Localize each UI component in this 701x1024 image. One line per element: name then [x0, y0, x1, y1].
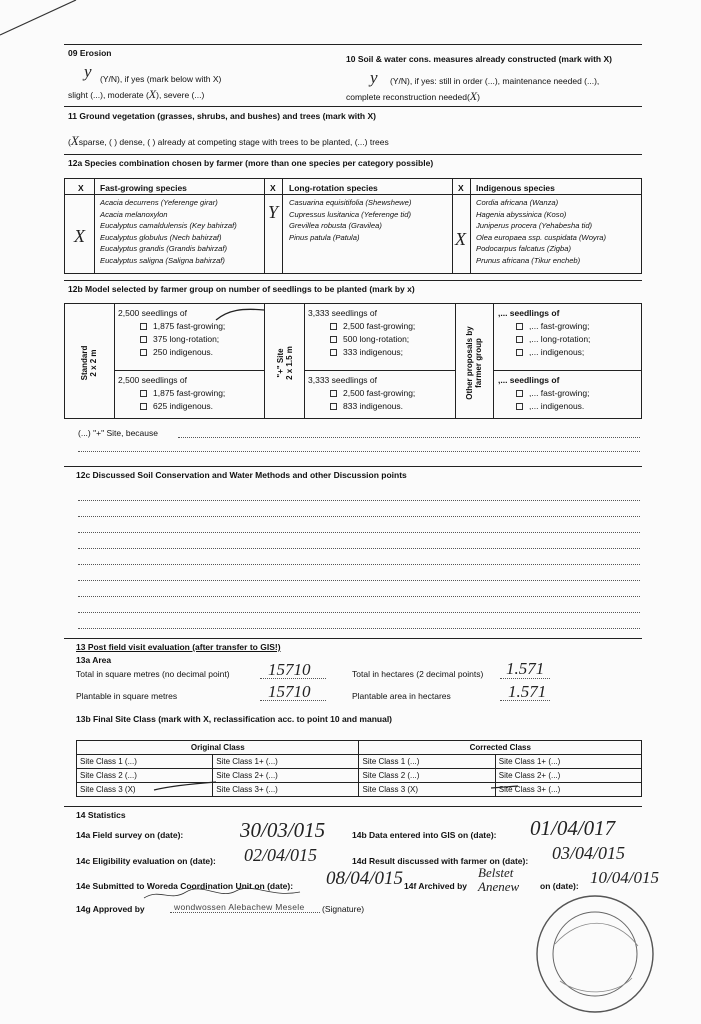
other-option-2[interactable]: ,... seedlings of ,... fast-growing; ,... indigenous.	[498, 375, 590, 411]
discussion-line[interactable]	[78, 532, 640, 533]
plantable-sqm-value[interactable]: 15710	[268, 682, 311, 701]
other-proposals-label: Other proposals by farmer group	[465, 326, 483, 400]
total-ha-value[interactable]: 1.571	[506, 659, 545, 678]
discussion-line[interactable]	[78, 580, 640, 581]
site-class-cell[interactable]: Site Class 2+ (...)	[213, 769, 359, 783]
other-option-1[interactable]: ,... seedlings of ,... fast-growing; ,... long-rotation; ,... indigenous;	[498, 308, 591, 357]
discussion-line[interactable]	[78, 500, 640, 501]
erosion-title: 09 Erosion	[68, 48, 112, 58]
fast-species-list	[100, 197, 237, 267]
species-title: 12a Species combination chosen by farmer (more than one species per category possible)	[68, 158, 434, 168]
site-class-cell[interactable]: Site Class 1 (...)	[359, 755, 495, 769]
eligibility-label: 14c Eligibility evaluation on (date):	[76, 856, 216, 866]
standard-label: Standard 2 x 2 m	[80, 345, 98, 381]
corrected-class3-mark	[488, 781, 522, 793]
original-class-header: Original Class	[77, 741, 359, 755]
species-item[interactable]: Juniperus procera (Yehabesha tid)	[476, 221, 593, 231]
discussion-title: 12c Discussed Soil Conservation and Water Methods and other Discussion points	[76, 470, 407, 480]
class3-check-mark	[150, 780, 220, 794]
species-item[interactable]: Casuarina equisitifolia (Shewshewe)	[289, 198, 412, 207]
indigenous-mark[interactable]: X	[455, 229, 466, 249]
plantable-sqm-label: Plantable in square metres	[76, 691, 178, 701]
col-x-fast: X	[78, 183, 84, 193]
submitted-date[interactable]: 08/04/015	[326, 868, 404, 889]
sparse-mark[interactable]: X	[70, 133, 79, 148]
indigenous-species-list	[476, 197, 606, 267]
fast-header: Fast-growing species	[100, 183, 187, 193]
approved-label: 14g Approved by	[76, 904, 145, 914]
site-class-cell[interactable]: Site Class 3+ (...)	[495, 783, 641, 797]
corrected-class-header: Corrected Class	[359, 741, 642, 755]
site-class-cell[interactable]: Site Class 3 (X)	[77, 783, 213, 797]
fast-mark[interactable]: X	[74, 226, 85, 246]
species-item[interactable]: Cupressus lusitanica (Yeferenge tid)	[289, 209, 411, 219]
site-class-cell[interactable]: Site Class 1 (...)	[77, 755, 213, 769]
species-item[interactable]: Hagenia abyssinica (Koso)	[476, 209, 567, 219]
final-site-class-title: 13b Final Site Class (mark with X, reclassification acc. to point 10 and manual)	[76, 714, 393, 724]
archived-label: 14f Archived by	[404, 881, 467, 891]
signature-scribble	[140, 886, 310, 904]
standard-option-1[interactable]: 2,500 seedlings of 1,875 fast-growing; 375 long-rotation; 250 indigenous.	[118, 308, 226, 357]
erosion-line2: slight (...), moderate (X), severe (...)	[68, 87, 205, 101]
archived-on-label: on (date):	[540, 881, 579, 891]
soil-water-answer[interactable]: y	[370, 68, 378, 87]
col-x-indigenous: X	[458, 183, 464, 193]
post-visit-title: 13 Post field visit evaluation (after transfer to GIS!)	[76, 642, 281, 652]
plus-site-because: (...) "+" Site, because	[78, 428, 158, 438]
site-class-cell[interactable]: Site Class 1+ (...)	[495, 755, 641, 769]
official-stamp	[520, 886, 670, 1016]
corner-fold	[0, 0, 80, 40]
gis-entry-label: 14b Data entered into GIS on (date):	[352, 830, 497, 840]
total-ha-label: Total in hectares (2 decimal points)	[352, 669, 484, 679]
site-option-2[interactable]: 3,333 seedlings of 2,500 fast-growing; 833 indigenous.	[308, 375, 416, 411]
species-item[interactable]: Prunus africana (Tikur encheb)	[476, 255, 581, 265]
ground-vegetation-options: (Xsparse, ( ) dense, ( ) already at competing stage with trees to be planted, (...) trees	[68, 133, 389, 148]
soil-water-line2: complete reconstruction needed(X)	[346, 89, 480, 103]
archived-by-name[interactable]: Belstet Anenew	[478, 865, 520, 894]
species-item[interactable]: Eucalyptus globulus (Nech bahirzaf)	[100, 232, 222, 242]
discussion-line[interactable]	[78, 612, 640, 613]
standard-check-mark	[212, 306, 268, 324]
species-item[interactable]: Pinus patula (Patula)	[289, 232, 360, 242]
standard-option-2[interactable]: 2,500 seedlings of 1,875 fast-growing; 625 indigenous.	[118, 375, 226, 411]
site-class-cell[interactable]: Site Class 1+ (...)	[213, 755, 359, 769]
submitted-label: 14e Submitted to Woreda Coordination Unit on (date):	[76, 881, 294, 891]
species-item[interactable]: Eucalyptus grandis (Grandis bahirzaf)	[100, 244, 228, 254]
col-x-rotation: X	[270, 183, 276, 193]
discussion-line[interactable]	[78, 628, 640, 629]
species-item[interactable]: Cordia africana (Wanza)	[476, 198, 559, 207]
erosion-answer[interactable]: y	[84, 62, 92, 81]
area-title: 13a Area	[76, 655, 112, 665]
soil-water-line1: (Y/N), if yes: still in order (...), maintenance needed (...),	[390, 76, 600, 86]
field-survey-date[interactable]: 30/03/015	[240, 818, 326, 842]
eligibility-date[interactable]: 02/04/015	[244, 845, 318, 865]
gis-entry-date[interactable]: 01/04/017	[530, 816, 616, 840]
site-class-cell[interactable]: Site Class 3+ (...)	[213, 783, 359, 797]
rotation-mark[interactable]: Y	[268, 202, 279, 222]
site-class-cell[interactable]: Site Class 2 (...)	[77, 769, 213, 783]
statistics-title: 14 Statistics	[76, 810, 126, 820]
reconstruction-mark[interactable]: X	[469, 89, 478, 103]
model-title: 12b Model selected by farmer group on number of seedlings to be planted (mark by x)	[68, 284, 415, 294]
rotation-species-list	[289, 197, 411, 243]
discussion-line[interactable]	[78, 516, 640, 517]
discussion-line[interactable]	[78, 548, 640, 549]
indigenous-header: Indigenous species	[476, 183, 555, 193]
plantable-ha-value[interactable]: 1.571	[508, 682, 547, 701]
result-discussed-date[interactable]: 03/04/015	[552, 843, 626, 863]
site-class-cell[interactable]: Site Class 3 (X)	[359, 783, 495, 797]
approved-by-name[interactable]: wondwossen Alebachew Mesele	[174, 902, 305, 912]
species-item[interactable]: Acacia melanoxylon	[100, 209, 168, 219]
rotation-header: Long-rotation species	[289, 183, 378, 193]
site-class-cell[interactable]: Site Class 2 (...)	[359, 769, 495, 783]
total-sqm-label: Total in square metres (no decimal point)	[76, 669, 230, 679]
plantable-ha-label: Plantable area in hectares	[352, 691, 451, 701]
discussion-line[interactable]	[78, 564, 640, 565]
site-class-cell[interactable]: Site Class 2+ (...)	[495, 769, 641, 783]
because-line[interactable]	[178, 437, 640, 438]
species-item[interactable]: Acacia decurrens (Yeferenge girar)	[100, 198, 218, 207]
plus-site-label: "+" Site 2 x 1.5 m	[276, 346, 294, 380]
moderate-mark[interactable]: X	[148, 87, 157, 101]
archived-date[interactable]: 10/04/015	[590, 868, 659, 887]
ground-vegetation-title: 11 Ground vegetation (grasses, shrubs, and bushes) and trees (mark with X)	[68, 111, 376, 121]
field-survey-label: 14a Field survey on (date):	[76, 830, 184, 840]
species-item[interactable]: Podocarpus falcatus (Zigba)	[476, 244, 571, 254]
species-item[interactable]: Eucalyptus saligna (Saligna bahirzaf)	[100, 255, 225, 265]
result-discussed-label: 14d Result discussed with farmer on (date):	[352, 856, 529, 866]
signature-label: (Signature)	[322, 904, 365, 914]
species-item[interactable]: Olea europaea ssp. cuspidata (Woyra)	[476, 232, 607, 242]
total-sqm-value[interactable]: 15710	[268, 660, 311, 679]
erosion-line1: (Y/N), if yes (mark below with X)	[100, 74, 222, 84]
discussion-line[interactable]	[78, 596, 640, 597]
species-item[interactable]: Eucalyptus camaldulensis (Key bahirzaf)	[100, 221, 237, 231]
site-option-1[interactable]: 3,333 seedlings of 2,500 fast-growing; 500 long-rotation; 333 indigenous;	[308, 308, 416, 357]
soil-water-title: 10 Soil & water cons. measures already constructed (mark with X)	[346, 54, 612, 64]
species-item[interactable]: Grevillea robusta (Gravilea)	[289, 221, 382, 231]
